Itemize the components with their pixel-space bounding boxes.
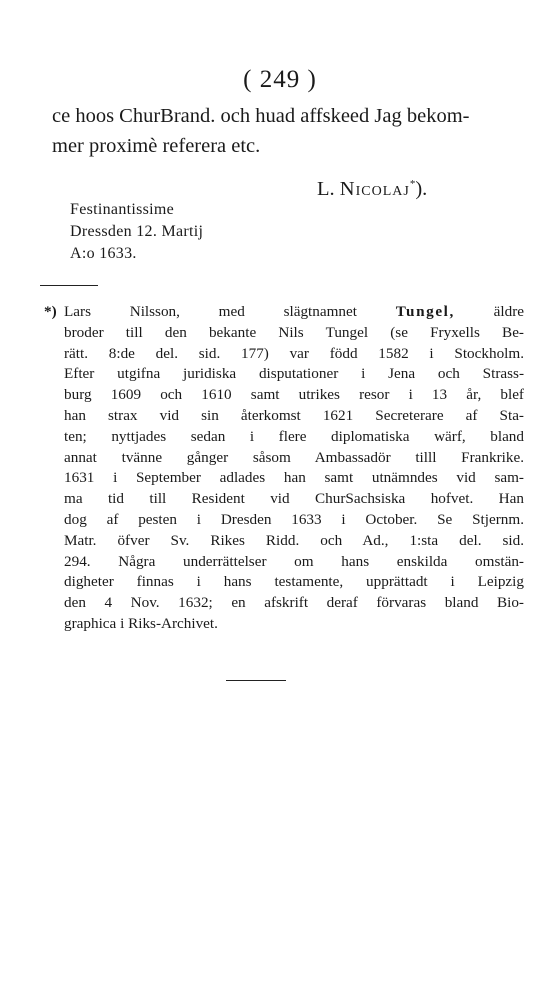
footnote-line: digheter finnas i hans testamente, upprättadt i Leipzig — [64, 573, 524, 591]
dateline — [70, 199, 203, 265]
footnote-line: 1631 i September adlades han samt utnämndes vid sam- — [64, 469, 524, 487]
signature — [317, 178, 427, 201]
signature-footnote-mark: * — [409, 178, 416, 191]
footnote-line: broder till den bekante Nils Tungel (se Fryxells Be- — [64, 323, 524, 341]
footnote-line: ma tid till Resident vid ChurSachsiska hofvet. Han — [64, 490, 524, 508]
footnote-line: ten; nyttjades sedan i flere diplomatiska wärf, bland — [64, 427, 524, 445]
dateline-line-2: Dressden 12. Martij — [70, 223, 204, 240]
footnote-line: Matr. öfver Sv. Rikes Ridd. och Ad., 1:sta del. sid. — [64, 531, 524, 549]
footnote-line: 294. Några underrättelser om hans enskilda omstän- — [64, 552, 524, 570]
footnote-line: den 4 Nov. 1632; en afskrift deraf förvaras bland Bio- — [64, 594, 524, 612]
footnote-line: han strax vid sin återkomst 1621 Secreterare af Sta- — [64, 406, 524, 424]
footnote-line: annat tvänne gånger såsom Ambassadör tilll Frankrike. — [64, 448, 524, 466]
footnote-name-prefix: Lars Nilsson, med slägtnamnet — [64, 303, 357, 320]
footnote-line: rätt. 8:de del. sid. 177) var född 1582 i Stockholm. — [64, 344, 524, 362]
end-rule — [226, 680, 286, 681]
footnote-line — [44, 302, 524, 323]
footnote-line1-rest: äldre — [493, 303, 525, 320]
letter-closing-text — [52, 103, 512, 160]
footnote-line: graphica i Riks-Archivet. — [64, 614, 218, 632]
letter-line-2: mer proximè referera etc. — [52, 135, 261, 157]
footnote-surname: Tungel, — [395, 303, 455, 320]
signature-close: ). — [415, 178, 428, 200]
signature-initial: L. — [317, 178, 335, 200]
footnote — [44, 302, 524, 635]
dateline-line-1: Festinantissime — [70, 201, 175, 218]
signature-name: Nicolaj — [339, 178, 410, 200]
footnote-marker: *) — [44, 303, 57, 320]
footnote-line: burg 1609 och 1610 samt utrikes resor i 13 år, blef — [64, 386, 524, 404]
page-number: ( 249 ) — [243, 66, 317, 93]
dateline-line-3: A:o 1633. — [70, 245, 137, 262]
footnote-line: Efter utgifna juridiska disputationer i Jena och Strass- — [64, 365, 524, 383]
footnote-separator-rule — [40, 285, 98, 286]
footnote-line: dog af pesten i Dresden 1633 i October. Se Stjernm. — [64, 510, 524, 528]
letter-line-1: ce hoos ChurBrand. och huad affskeed Jag bekom- — [52, 105, 470, 127]
